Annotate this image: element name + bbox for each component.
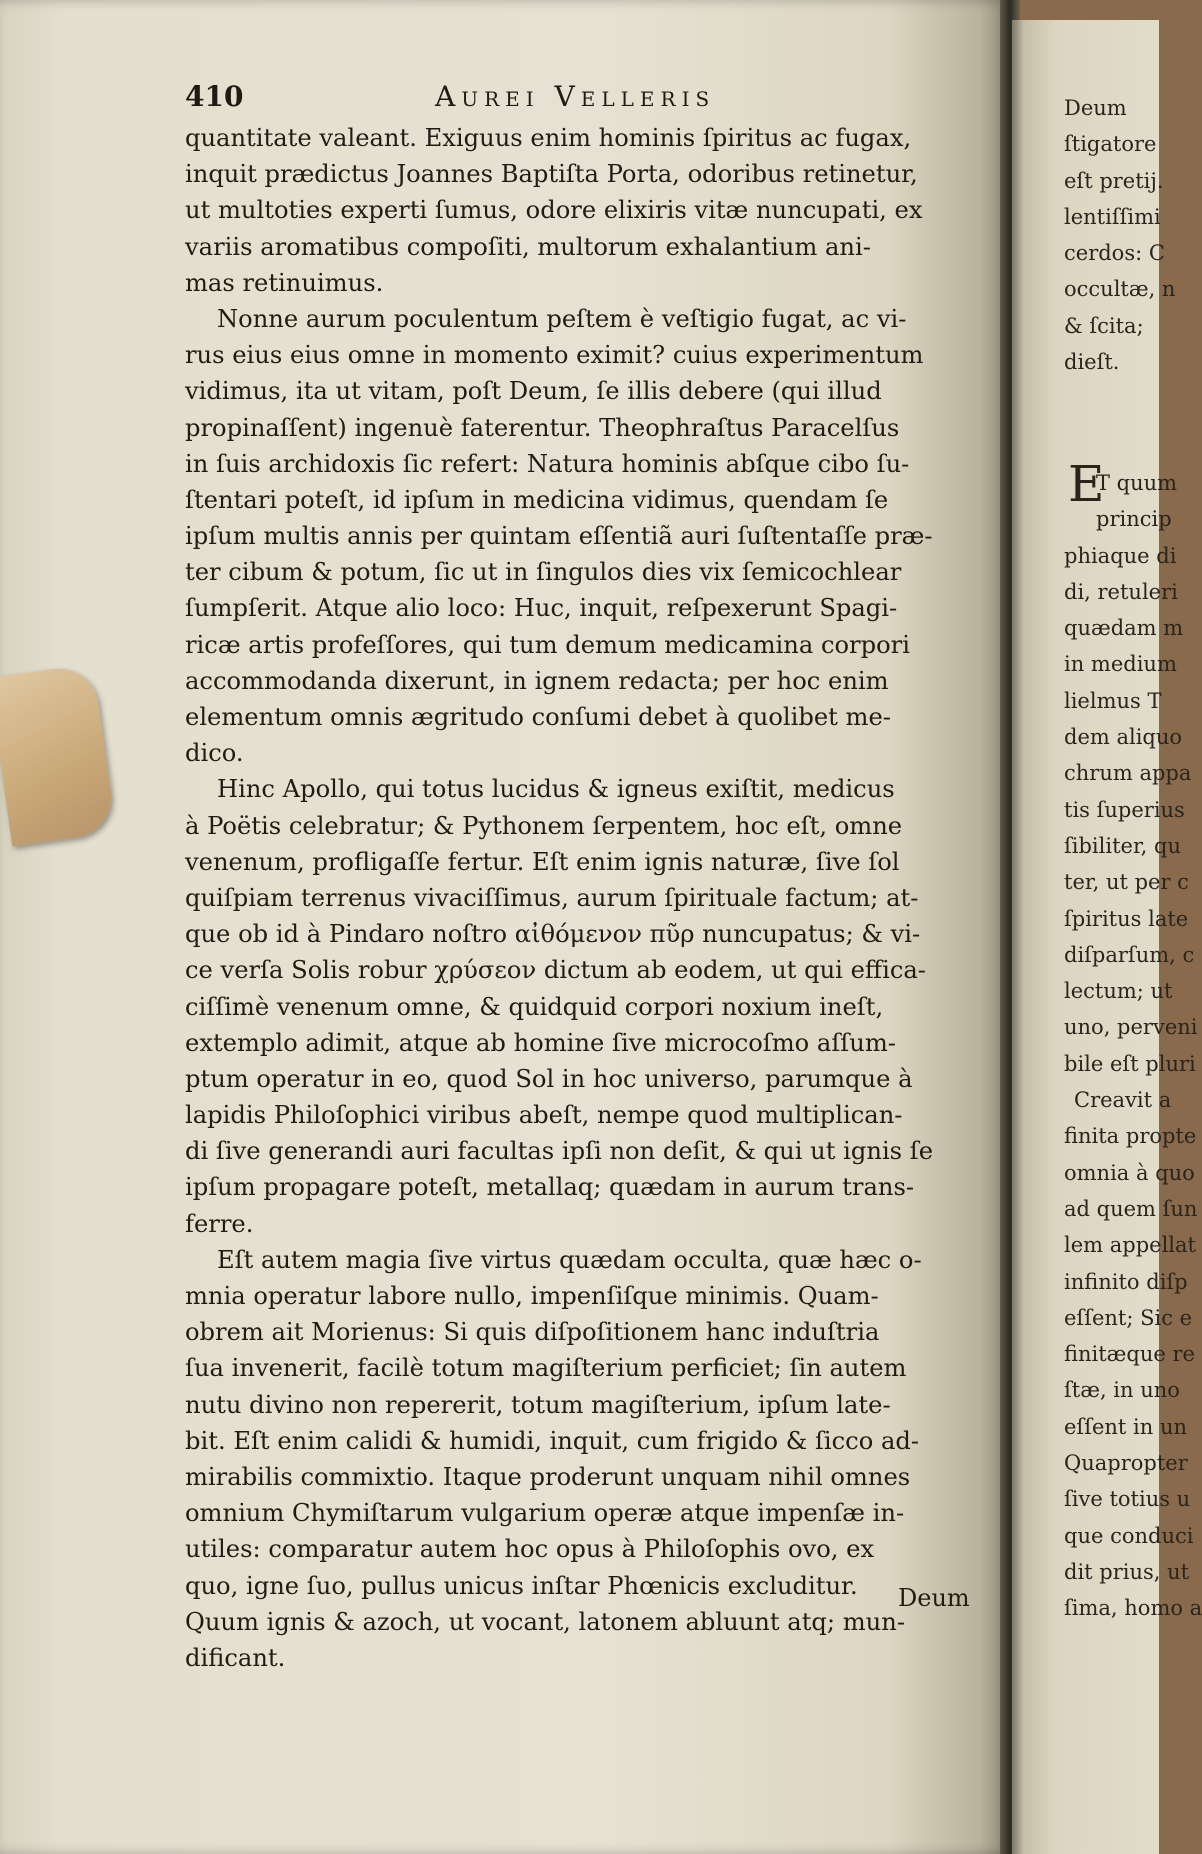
text-line: quo, igne ſuo, pullus unicus inſtar Phœnicis excluditur. <box>185 1571 858 1600</box>
right-text-line: omnia à quo <box>1064 1160 1195 1185</box>
text-line: ce verſa Solis robur χρύσεον dictum ab eodem, ut qui effica- <box>185 956 926 985</box>
main-text-block <box>185 120 985 1676</box>
right-text-line: uno, perveni <box>1064 1015 1198 1040</box>
text-line: ipſum propagare poteſt, metallaq; quædam in aurum trans- <box>185 1173 915 1202</box>
text-line: venenum, profligaſſe fertur. Eſt enim ignis naturæ, ſive ſol <box>185 847 900 876</box>
running-head: Aurei Velleris <box>435 80 716 113</box>
right-text-line: eſt pretij. <box>1064 168 1164 193</box>
text-line: variis aromatibus compoſiti, multorum exhalantium ani- <box>185 232 871 261</box>
right-text-line: quædam m <box>1064 616 1184 641</box>
text-line: bit. Eſt enim calidi & humidi, inquit, cum frigido & ſicco ad- <box>185 1426 920 1455</box>
right-text-line: princip <box>1096 507 1172 532</box>
text-line: que ob id à Pindaro noſtro αἰθόμενον πῦρ nuncupatus; & vi- <box>185 920 921 949</box>
page-number: 410 <box>185 80 244 113</box>
right-text-line: ſive totius u <box>1064 1487 1191 1512</box>
drop-cap-initial: E <box>1068 455 1105 513</box>
text-line: ſua invenerit, facilè totum magiſterium perficiet; ſin autem <box>185 1354 907 1383</box>
text-line: rus eius eius omne in momento eximit? cuius experimentum <box>185 341 924 370</box>
right-text-line: bile eſt pluri <box>1064 1051 1196 1076</box>
text-line: inquit prædictus Joannes Baptiſta Porta, odoribus retinetur, <box>185 160 918 189</box>
text-line: ferre. <box>185 1209 254 1238</box>
right-text-line: finitæque re <box>1064 1342 1195 1367</box>
right-text-line: lem appellat <box>1064 1233 1196 1258</box>
text-line: ſumpſerit. Atque alio loco: Huc, inquit, reſpexerunt Spagi- <box>185 594 898 623</box>
text-line: elementum omnis ægritudo conſumi debet à quolibet me- <box>185 703 891 731</box>
right-text-line: Deum <box>1064 96 1127 120</box>
right-text-line: di, retuleri <box>1064 579 1178 604</box>
right-text-line: ſtigatore <box>1064 132 1157 157</box>
text-line: ipſum multis annis per quintam eſſentiã auri ſuſtentaſſe præ- <box>185 522 933 551</box>
right-text-line: occultæ, n <box>1064 277 1176 302</box>
text-line: vidimus, ita ut vitam, poſt Deum, ſe illis debere (qui illud <box>185 377 882 406</box>
right-text-line: ſibiliter, qu <box>1064 833 1181 858</box>
text-line: quiſpiam terrenus vivaciſſimus, aurum ſpirituale factum; at- <box>185 883 919 912</box>
right-text-line: que conduci <box>1064 1523 1194 1548</box>
right-text-line: tis ſuperius <box>1064 797 1185 822</box>
text-line: Quum ignis & azoch, ut vocant, latonem abluunt atq; mun- <box>185 1607 906 1636</box>
right-text-line: lielmus T <box>1064 688 1162 713</box>
text-line: lapidis Philoſophici viribus abeſt, nempe quod multiplican- <box>185 1101 903 1130</box>
text-line: omnium Chymiſtarum vulgarium operæ atque impenſæ in- <box>185 1499 905 1528</box>
right-text-line: dieſt. <box>1064 350 1120 375</box>
right-text-line: Creavit a <box>1074 1088 1172 1113</box>
right-text-line: phiaque di <box>1064 543 1177 568</box>
right-text-line: & ſcita; <box>1064 313 1144 338</box>
text-line: extemplo adimit, atque ab homine ſive microcoſmo aſſum- <box>185 1028 896 1057</box>
text-line: dico. <box>185 739 244 768</box>
right-text-line: ſima, homo a <box>1064 1596 1202 1621</box>
right-text-line: lectum; ut <box>1064 979 1173 1004</box>
right-text-line: dem aliquo <box>1064 725 1183 750</box>
right-text-line: cerdos: C <box>1064 241 1165 266</box>
right-text-line: ter, ut per c <box>1064 870 1189 895</box>
right-text-line: eſſent; Sic e <box>1064 1305 1193 1330</box>
text-line: utiles: comparatur autem hoc opus à Philoſophis ovo, ex <box>185 1535 875 1564</box>
right-text-line: in medium <box>1064 652 1177 677</box>
right-page-top-text <box>1064 90 1176 380</box>
text-line: nutu divino non repererit, totum magiſterium, ipſum late- <box>185 1390 891 1419</box>
text-line: quantitate valeant. Exiguus enim hominis ſpiritus ac fugax, <box>185 124 912 152</box>
text-line: à Poëtis celebratur; & Pythonem ſerpentem, hoc eſt, omne <box>185 811 903 840</box>
right-text-line: dit prius, ut <box>1064 1559 1190 1584</box>
text-line: in ſuis archidoxis ſic refert: Natura hominis abſque cibo ſu- <box>185 449 910 478</box>
text-line: accommodanda dixerunt, in ignem redacta; per hoc enim <box>185 666 889 695</box>
right-text-line: T quum <box>1096 471 1178 495</box>
text-line: mas retinuimus. <box>185 268 384 297</box>
text-line: ter cibum & potum, ſic ut in ſingulos dies vix ſemicochlear <box>185 558 902 587</box>
right-text-line: ad quem ſun <box>1064 1196 1198 1221</box>
text-line: mirabilis commixtio. Itaque proderunt unquam nihil omnes <box>185 1462 911 1491</box>
text-line: mnia operatur labore nullo, impenſiſque minimis. Quam- <box>185 1282 879 1310</box>
right-text-line: chrum appa <box>1064 761 1192 786</box>
text-line: di ſive generandi auri facultas ipſi non deſit, & qui ut ignis ſe <box>185 1137 934 1166</box>
text-line: obrem ait Morienus: Si quis diſpoſitionem hanc induſtria <box>185 1318 880 1347</box>
text-line: dificant. <box>185 1643 286 1672</box>
right-text-line: ſpiritus late <box>1064 906 1189 931</box>
text-line: ut multoties experti ſumus, odore elixiris vitæ nuncupati, ex <box>185 196 923 225</box>
text-line: Hinc Apollo, qui totus lucidus & igneus exiſtit, medicus <box>217 775 895 804</box>
page-header <box>185 80 985 116</box>
text-line: ptum operatur in eo, quod Sol in hoc universo, parumque à <box>185 1064 913 1093</box>
right-text-line: diſparſum, c <box>1064 942 1195 967</box>
text-line: ſtentari poteſt, id ipſum in medicina vidimus, quendam ſe <box>185 485 889 514</box>
text-line: Eſt autem magia ſive virtus quædam occulta, quæ hæc o- <box>217 1245 922 1274</box>
text-line: Nonne aurum poculentum peſtem è veſtigio fugat, ac vi- <box>217 304 907 333</box>
right-page-body-text <box>1064 465 1202 1627</box>
right-text-line: lentiſſimi <box>1064 204 1161 229</box>
text-line: ciſſimè venenum omne, & quidquid corpori noxium ineſt, <box>185 992 884 1021</box>
right-text-line: infinito diſp <box>1064 1269 1188 1294</box>
right-text-line: finita propte <box>1064 1124 1197 1149</box>
right-text-line: Quapropter <box>1064 1451 1188 1476</box>
catchword: Deum <box>898 1584 970 1612</box>
right-text-line: eſſent in un <box>1064 1414 1188 1439</box>
right-text-line: ſtæ, in uno <box>1064 1378 1180 1403</box>
text-line: ricæ artis profeſſores, qui tum demum medicamina corpori <box>185 630 910 659</box>
text-line: propinaſſent) ingenuè faterentur. Theophraſtus Paracelſus <box>185 413 900 442</box>
